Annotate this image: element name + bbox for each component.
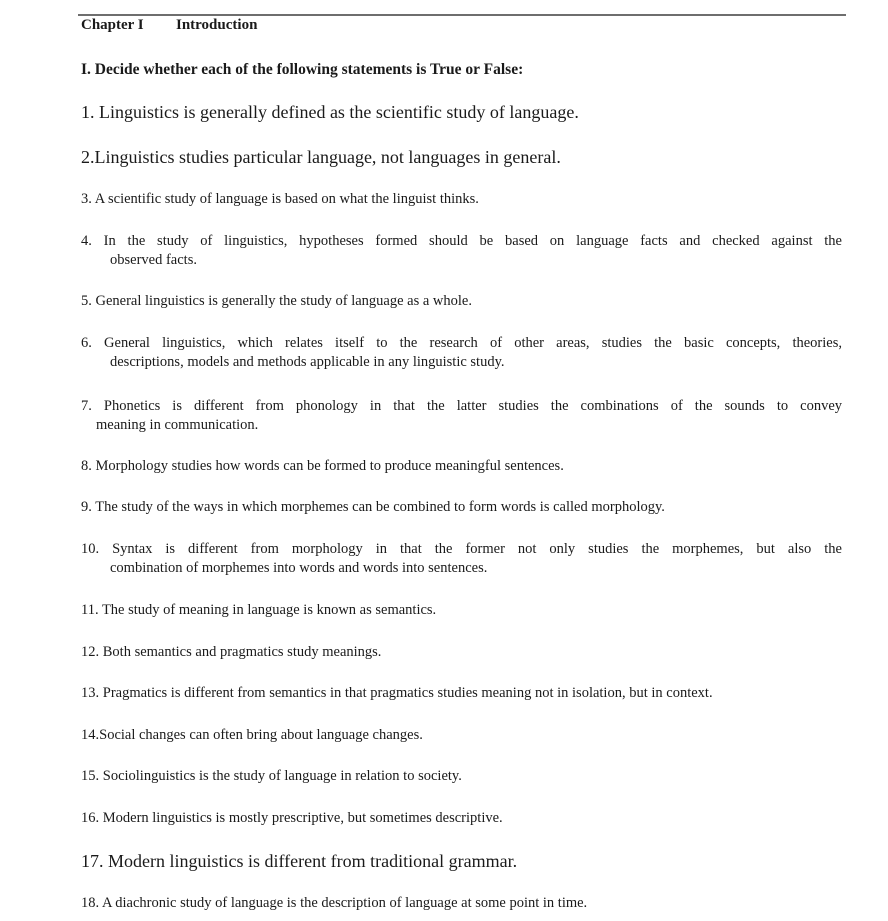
chapter-header [81, 17, 257, 34]
statement-14: 14.Social changes can often bring about language changes. [81, 727, 423, 743]
section-instruction: I. Decide whether each of the following statements is True or False: [81, 61, 524, 78]
statement-4 [81, 232, 842, 270]
statement-3: 3. A scientific study of language is based on what the linguist thinks. [81, 191, 479, 207]
statement-6-line-2: descriptions, models and methods applicable in any linguistic study. [110, 354, 505, 370]
statement-5: 5. General linguistics is generally the study of language as a whole. [81, 293, 472, 309]
statement-10 [81, 540, 842, 578]
statement-4-line-2: observed facts. [110, 252, 197, 268]
statement-12: 12. Both semantics and pragmatics study meanings. [81, 644, 382, 660]
chapter-title: Introduction [176, 17, 258, 33]
statement-7-line-2: meaning in communication. [96, 417, 259, 433]
statement-10-line-1: 10. Syntax is different from morphology in that the former not only studies the morphemes, but also the [81, 541, 842, 557]
statement-2: 2.Linguistics studies particular language, not languages in general. [81, 147, 561, 167]
statement-17: 17. Modern linguistics is different from traditional grammar. [81, 851, 518, 871]
statement-10-line-2: combination of morphemes into words and words into sentences. [110, 560, 488, 576]
statement-9: 9. The study of the ways in which morphemes can be combined to form words is called morphology. [81, 499, 665, 515]
statement-6-line-1: 6. General linguistics, which relates itself to the research of other areas, studies the basic concepts, theories, [81, 335, 842, 351]
statement-7-line-1: 7. Phonetics is different from phonology in that the latter studies the combinations of the sounds to convey [81, 398, 842, 414]
statement-8: 8. Morphology studies how words can be formed to produce meaningful sentences. [81, 458, 564, 474]
statement-4-line-1: 4. In the study of linguistics, hypotheses formed should be based on language facts and checked against the [81, 233, 842, 249]
chapter-number: Chapter I [81, 17, 144, 33]
statement-11: 11. The study of meaning in language is known as semantics. [81, 602, 437, 618]
statement-15: 15. Sociolinguistics is the study of language in relation to society. [81, 768, 462, 784]
statement-18: 18. A diachronic study of language is the description of language at some point in time. [81, 895, 588, 911]
header-rule [78, 14, 846, 16]
statement-16: 16. Modern linguistics is mostly prescriptive, but sometimes descriptive. [81, 810, 503, 826]
statement-1: 1. Linguistics is generally defined as the scientific study of language. [81, 102, 579, 122]
statement-7 [81, 397, 842, 435]
statement-6 [81, 334, 842, 372]
statement-13: 13. Pragmatics is different from semantics in that pragmatics studies meaning not in isolation, but in context. [81, 685, 713, 701]
